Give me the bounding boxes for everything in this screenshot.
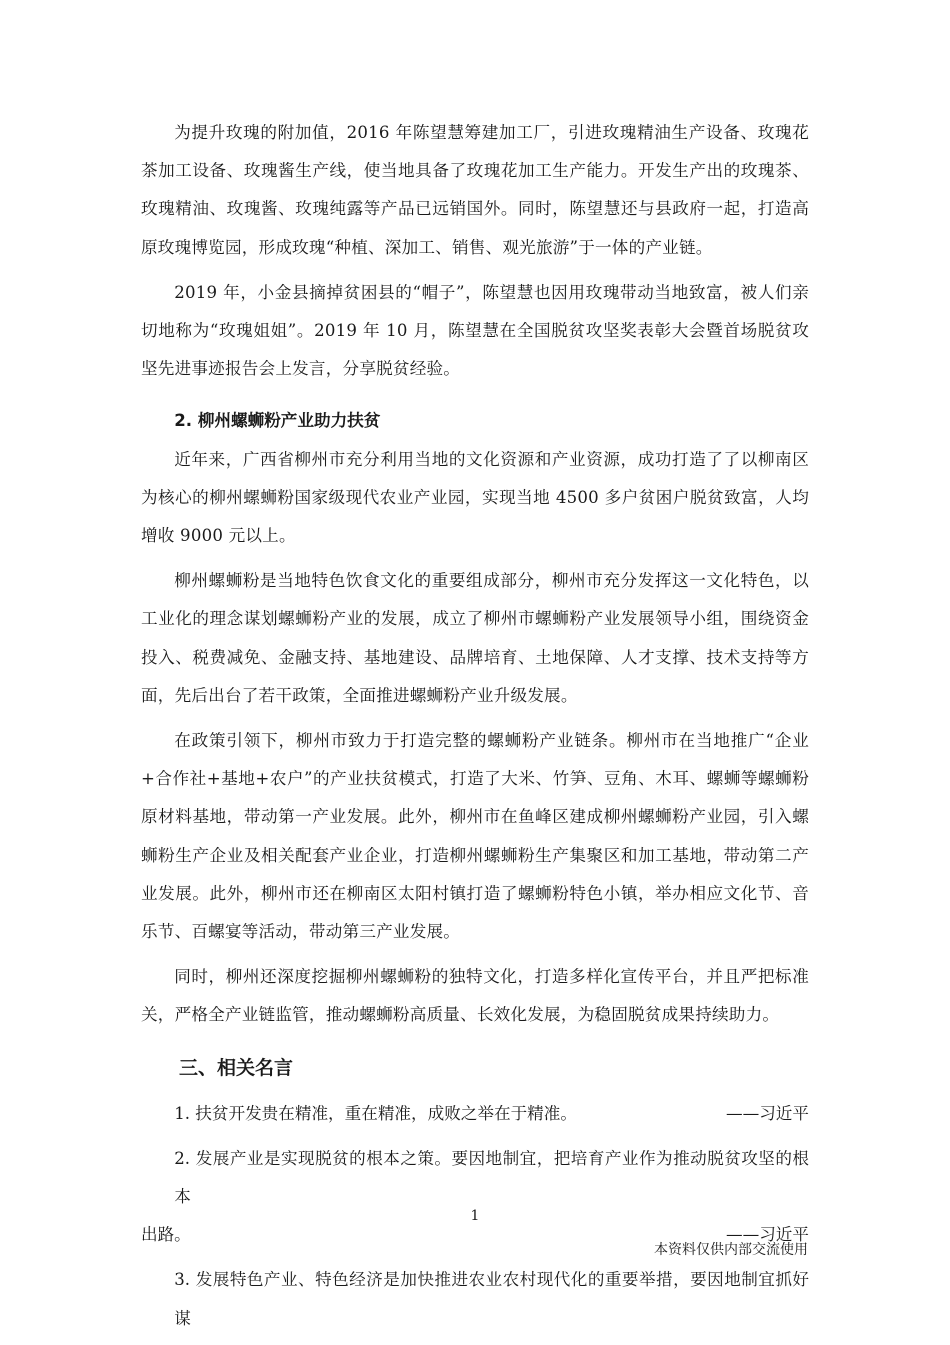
quote-2-line-1: 2. 发展产业是实现脱贫的根本之策。要因地制宜，把培育产业作为推动脱贫攻坚的根本 — [174, 1148, 809, 1207]
paragraph-liuzhou-policy: 柳州螺蛳粉是当地特色饮食文化的重要组成部分，柳州市充分发挥这一文化特色，以工业化的理念谋划螺蛳粉产业的发展，成立了柳州市螺蛳粉产业发展领导小组，围绕资金投入、税费减免、金融支持、基地建设、品牌培育、土地保障、人才支撑、技术支持等方面，先后出台了若干政策，全面推进螺蛳粉产业升级发展。 — [141, 571, 809, 705]
quote-2-author: ——习近平 — [726, 1225, 809, 1245]
quote-1-text: 1. 扶贫开发贵在精准，重在精准，成败之举在于精准。 — [174, 1103, 577, 1123]
page-number: 1 — [470, 1208, 480, 1224]
document-body — [141, 114, 809, 1345]
paragraph-liuzhou-culture: 同时，柳州还深度挖掘柳州螺蛳粉的独特文化，打造多样化宣传平台，并且严把标准关，严格全产业链监管，推动螺蛳粉高质量、长效化发展，为稳固脱贫成果持续助力。 — [141, 967, 809, 1025]
paragraph-liuzhou-intro: 近年来，广西省柳州市充分利用当地的文化资源和产业资源，成功打造了了以柳南区为核心的柳州螺蛳粉国家级现代农业产业园，实现当地 4500 多户贫困户脱贫致富，人均增收 9000 元以上。 — [141, 449, 809, 546]
quote-1-author: ——习近平 — [726, 1103, 809, 1123]
quote-2 — [141, 1140, 809, 1255]
quote-2-line-2: 出路。 — [141, 1225, 191, 1245]
quote-1 — [141, 1095, 809, 1133]
subheading-liuzhou-luosifen: 2. 柳州螺蛳粉产业助力扶贫 — [174, 411, 381, 431]
quote-3 — [141, 1261, 809, 1337]
quote-3-text: 3. 发展特色产业、特色经济是加快推进农业农村现代化的重要举措，要因地制宜抓好谋 — [174, 1270, 809, 1328]
paragraph-liuzhou-industry-chain: 在政策引领下，柳州市致力于打造完整的螺蛳粉产业链条。柳州市在当地推广“企业+合作社+基地+农户”的产业扶贫模式，打造了大米、竹笋、豆角、木耳、螺蛳等螺蛳粉原材料基地，带动第一产业发展。此外，柳州市在鱼峰区建成柳州螺蛳粉产业园，引入螺蛳粉生产企业及相关配套产业企业，打造柳州螺蛳粉生产集聚区和加工基地，带动第二产业发展。此外，柳州市还在柳南区太阳村镇打造了螺蛳粉特色小镇，举办相应文化节、音乐节、百螺宴等活动，带动第三产业发展。 — [141, 731, 809, 942]
footer-note: 本资料仅供内部交流使用 — [654, 1242, 808, 1258]
paragraph-rose-processing: 为提升玫瑰的附加值，2016 年陈望慧筹建加工厂，引进玫瑰精油生产设备、玫瑰花茶加工设备、玫瑰酱生产线，使当地具备了玫瑰花加工生产能力。开发生产出的玫瑰茶、玫瑰精油、玫瑰酱、玫瑰纯露等产品已远销国外。同时，陈望慧还与县政府一起，打造高原玫瑰博览园，形成玫瑰“种植、深加工、销售、观光旅游”于一体的产业链。 — [141, 123, 809, 257]
section-heading-quotes: 三、相关名言 — [179, 1056, 294, 1079]
paragraph-rose-sister: 2019 年，小金县摘掉贫困县的“帽子”，陈望慧也因用玫瑰带动当地致富，被人们亲切地称为“玫瑰姐姐”。2019 年 10 月，陈望慧在全国脱贫攻坚奖表彰大会暨首场脱贫攻坚先进事迹报告会上发言，分享脱贫经验。 — [141, 282, 809, 379]
